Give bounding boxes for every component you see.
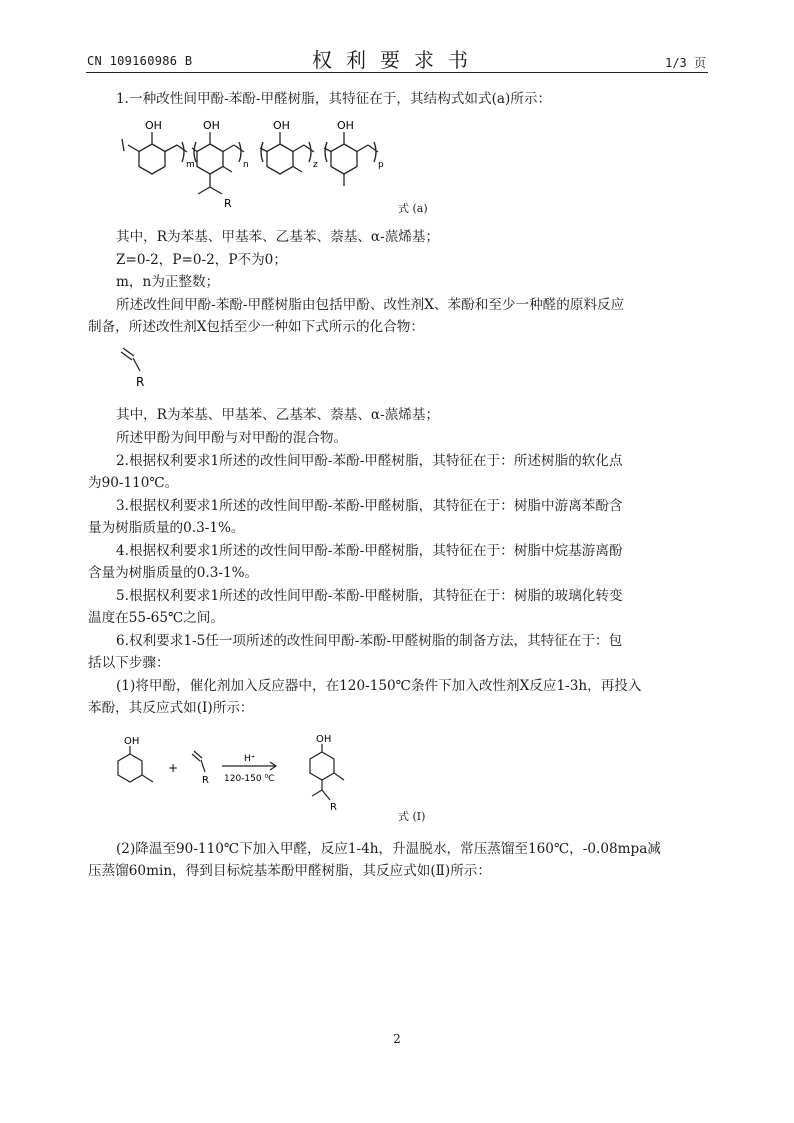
claim-4-line-1: 4.根据权利要求1所述的改性间甲酚-苯酚-甲醛树脂，其特征在于：树脂中烷基游离酚 [116,543,623,559]
r-definition-2: 其中，R为苯基、甲基苯、乙基苯、萘基、α-蒎烯基； [116,407,440,423]
claim-5-line-2: 温度在55-65℃之间。 [88,610,224,626]
temperature-label: 120-150 ⁰C [224,774,275,784]
mn-definition: m，n为正整数； [116,274,220,290]
preparation-line-1: 所述改性间甲酚-苯酚-甲醛树脂由包括甲酚、改性剂X、苯酚和至少一种醛的原料反应 [116,297,625,313]
step-1-line-1: (1)将甲酚，催化剂加入反应器中，在120-150℃条件下加入改性剂X反应1-3h，再投入 [116,678,642,694]
claim-3-line-1: 3.根据权利要求1所述的改性间甲酚-苯酚-甲醛树脂，其特征在于：树脂中游离苯酚含 [116,498,623,514]
subscript-m: m [186,160,195,170]
claim-3-line-2: 量为树脂质量的0.3-1%。 [88,520,245,536]
r-group-label: R [202,775,209,786]
oh-label: OH [337,119,354,132]
cresol-definition: 所述甲酚为间甲酚与对甲酚的混合物。 [116,430,348,446]
oh-label: OH [203,119,220,132]
oh-label: OH [145,119,162,132]
preparation-line-2: 制备，所述改性剂X包括至少一种如下式所示的化合物： [88,319,424,335]
r-group-label: R [224,197,232,210]
claim-2-line-1: 2.根据权利要求1所述的改性间甲酚-苯酚-甲醛树脂，其特征在于：所述树脂的软化点 [116,453,623,469]
page-number: 2 [393,1032,401,1046]
r-definition-1: 其中，R为苯基、甲基苯、乙基苯、萘基、α-蒎烯基； [116,229,440,245]
claim-4-line-2: 含量为树脂质量的0.3-1%。 [88,565,259,581]
modifier-x-structure [112,344,162,394]
subscript-p: p [378,160,384,170]
formula-a-label: 式 (a) [398,202,428,215]
claim-6-line-1: 6.权利要求1-5任一项所述的改性间甲酚-苯酚-甲醛树脂的制备方法，其特征在于：包 [116,633,623,649]
claim-2-line-2: 为90-110℃。 [88,475,179,491]
step-2-line-2: 压蒸馏60min，得到目标烷基苯酚甲醛树脂，其反应式如(Ⅱ)所示： [88,863,491,879]
document-title: 权利要求书 [312,48,482,72]
patent-number: CN 109160986 B [87,54,193,68]
claim-6-line-2: 括以下步骤： [88,655,170,671]
header-rule [86,72,708,73]
r-group-label: R [136,375,145,389]
reaction-1-scheme [108,734,368,824]
subscript-z: z [313,160,318,170]
formula-a-structure [112,112,422,224]
subscript-n: n [243,160,249,170]
oh-label: OH [124,736,140,747]
r-group-label: R [330,802,337,813]
catalyst-label: H⁺ [244,754,256,764]
page-indicator: 1/3 页 [665,56,706,70]
zp-definition: Z=0-2，P=0-2，P不为0； [116,252,287,268]
oh-label: OH [316,734,332,745]
formula-1-label: 式 (Ⅰ) [398,810,426,823]
claim-5-line-1: 5.根据权利要求1所述的改性间甲酚-苯酚-甲醛树脂，其特征在于：树脂的玻璃化转变 [116,588,623,604]
step-2-line-1: (2)降温至90-110℃下加入甲醛，反应1-4h，升温脱水，常压蒸馏至160℃，-0.08mpa减 [116,841,661,857]
step-1-line-2: 苯酚，其反应式如(I)所示： [88,700,254,716]
claim-1-intro: 1.一种改性间甲酚-苯酚-甲醛树脂，其特征在于，其结构式如式(a)所示： [116,91,552,107]
page-header [0,0,794,80]
plus-sign: + [168,761,179,775]
oh-label: OH [273,119,290,132]
